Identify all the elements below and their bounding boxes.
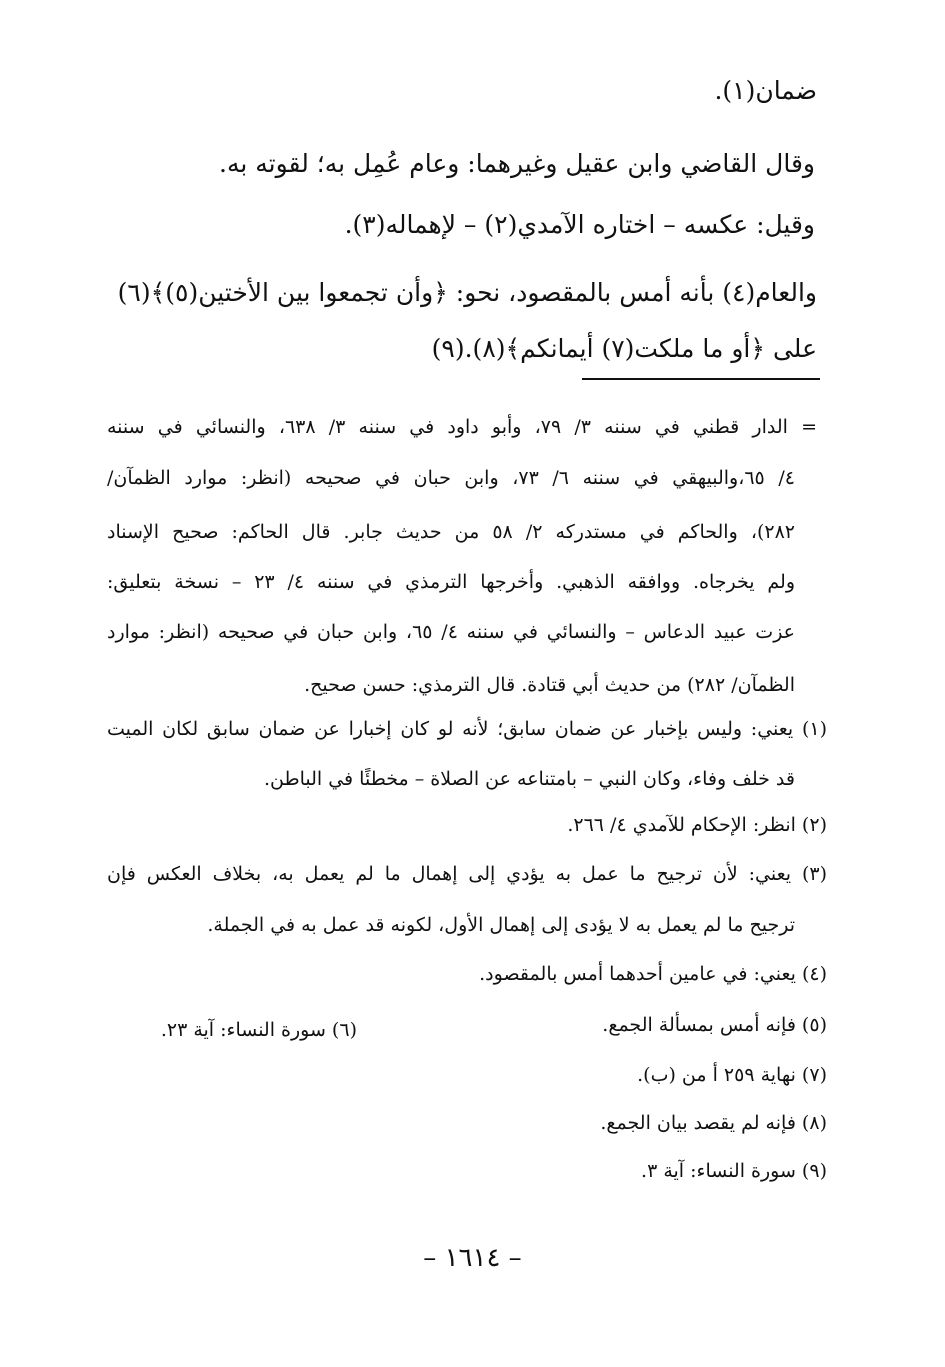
continuation-line-5: عزت عبيد الدعاس – والنسائي في سننه ٤/ ٦٥، وابن حبان في صحيحه (انظر: موارد [107, 621, 796, 643]
page-number: – ١٦١٤ – [423, 1243, 522, 1273]
footnote-6: (٦) سورة النساء: آية ٢٣. [160, 1019, 357, 1041]
footnote-9: (٩) سورة النساء: آية ٣. [641, 1160, 827, 1182]
footnote-4: (٤) يعني: في عامين أحدهما أمس بالمقصود. [479, 963, 827, 985]
footnote-3-line-1: (٣) يعني: لأن ترجيح ما عمل به يؤدي إلى إهمال ما لم يعمل به، بخلاف العكس فإن [107, 863, 827, 885]
footnote-8: (٨) فإنه لم يقصد بيان الجمع. [600, 1112, 827, 1134]
footnote-separator [582, 378, 820, 380]
main-line-3: وقيل: عكسه – اختاره الآمدي(٢) – لإهماله(٣). [344, 210, 815, 239]
footnote-7: (٧) نهاية ٢٥٩ أ من (ب). [637, 1064, 827, 1086]
continuation-line-2: ٤/ ٦٥،والبيهقي في سننه ٦/ ٧٣، وابن حبان في صحيحه (انظر: موارد الظمآن/ [107, 467, 795, 489]
main-line-2: وقال القاضي وابن عقيل وغيرهما: وعام عُمِل به؛ لقوته به. [219, 149, 815, 178]
continuation-line-6: الظمآن/ ٢٨٢) من حديث أبي قتادة. قال الترمذي: حسن صحيح. [304, 674, 795, 696]
continuation-line-3: ٢٨٢)، والحاكم في مستدركه ٢/ ٥٨ من حديث جابر. قال الحاكم: صحيح الإسناد [107, 521, 795, 543]
continuation-line-1: = الدار قطني في سننه ٣/ ٧٩، وأبو داود في سننه ٣/ ٦٣٨، والنسائي في سننه [107, 416, 817, 438]
footnote-2: (٢) انظر: الإحكام للآمدي ٤/ ٢٦٦. [567, 814, 827, 836]
main-line-4: والعام(٤) بأنه أمس بالمقصود، نحو: ﴿وأن تجمعوا بين الأختين(٥)﴾(٦) [117, 278, 817, 307]
main-line-1: ضمان(١). [714, 76, 817, 105]
footnote-1-line-2: قد خلف وفاء، وكان النبي – بامتناعه عن الصلاة – مخطئًا في الباطن. [263, 768, 795, 790]
footnote-1-line-1: (١) يعني: وليس بإخبار عن ضمان سابق؛ لأنه لو كان إخبارا عن ضمان سابق لكان الميت [107, 718, 827, 740]
footnote-3-line-2: ترجيح ما لم يعمل به لا يؤدى إلى إهمال الأول، لكونه قد عمل به في الجملة. [207, 914, 795, 936]
continuation-line-4: ولم يخرجاه. ووافقه الذهبي. وأخرجها الترمذي في سننه ٤/ ٢٣ – نسخة بتعليق: [107, 571, 795, 593]
footnote-5: (٥) فإنه أمس بمسألة الجمع. [602, 1014, 827, 1036]
main-line-5: على ﴿أو ما ملكت(٧) أيمانكم﴾(٨).(٩) [431, 334, 817, 363]
